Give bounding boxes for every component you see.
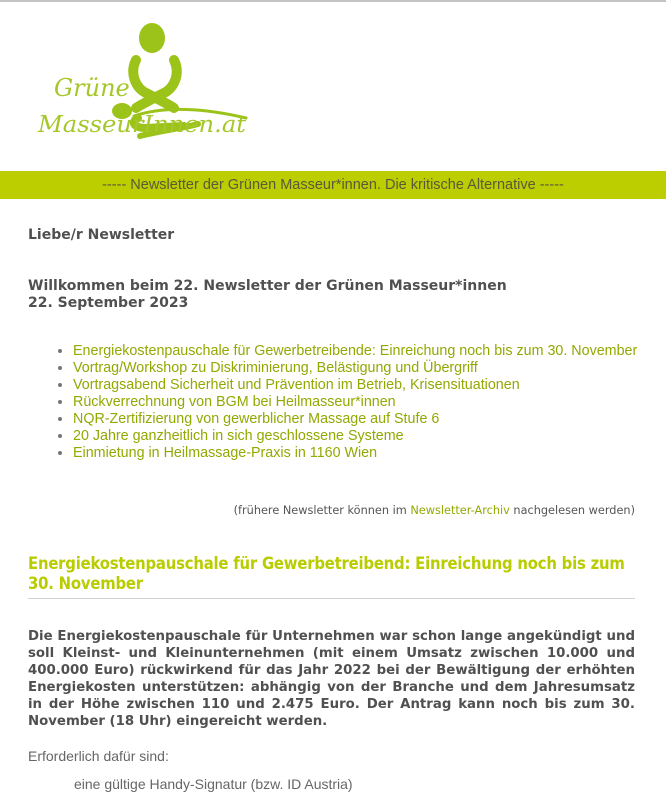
newsletter-banner [0,171,666,199]
svg-text:MasseurInnen.at: MasseurInnen.at [36,112,247,138]
welcome-heading [28,278,507,312]
toc-item [73,428,653,445]
article-title: Energiekostenpauschale für Gewerbetreibend: Einreichung noch bis zum 30. November [28,554,635,599]
toc-link-vortrag-workshop[interactable]: Vortrag/Workshop zu Diskriminierung, Belästigung und Übergriff [73,360,478,376]
banner-text: ----- Newsletter der Grünen Masseur*innen. Die kritische Alternative ----- [102,177,564,193]
site-logo[interactable] [34,20,254,142]
newsletter-date: 22. September 2023 [28,295,189,311]
toc-link-20-jahre[interactable]: 20 Jahre ganzheitlich in sich geschlossene Systeme [73,428,404,444]
welcome-title: Willkommen beim 22. Newsletter der Grünen Masseur*innen [28,278,507,294]
svg-text:Grüne: Grüne [54,74,130,102]
newsletter-archive-link[interactable]: Newsletter-Archiv [410,504,510,517]
masseur-logo-icon [34,20,254,142]
greeting: Liebe/r Newsletter [28,227,175,243]
toc-item [73,445,653,462]
table-of-contents [55,343,653,462]
toc-link-rueckverrechnung[interactable]: Rückverrechnung von BGM bei Heilmasseur*innen [73,394,396,410]
toc-link-vortragsabend[interactable]: Vortragsabend Sicherheit und Prävention im Betrieb, Krisensituationen [73,377,520,393]
required-item: eine gültige Handy-Signatur (bzw. ID Austria) [74,776,353,792]
toc-item [73,343,653,360]
archive-note-prefix: (frühere Newsletter können im [233,504,411,517]
archive-note-suffix: nachgelesen werden) [509,504,635,517]
toc-item [73,394,653,411]
top-divider [0,0,666,2]
required-list [74,776,353,792]
toc-item [73,360,653,377]
archive-note [234,504,635,517]
toc-item [73,377,653,394]
toc-link-einmietung[interactable]: Einmietung in Heilmassage-Praxis in 1160 Wien [73,445,378,461]
toc-link-energiekostenpauschale[interactable]: Energiekostenpauschale für Gewerbetreibende: Einreichung noch bis zum 30. November [73,343,638,359]
toc-link-nqr-zertifizierung[interactable]: NQR-Zertifizierung von gewerblicher Massage auf Stufe 6 [73,411,440,427]
required-intro: Erforderlich dafür sind: [28,748,169,764]
toc-item [73,411,653,428]
article-lead: Die Energiekostenpauschale für Unternehmen war schon lange angekündigt und soll Kleinst- und Kleinunternehmen (mit einem Umsatz zwischen 10.000 und 400.000 Euro) rückwirkend für das Jahr 2022 bei der Bewältigung der erhöhten Energiekosten unterstützen: abhängig von der Branche und dem Jahresumsatz in der Höhe zwischen 110 und 2.475 Euro. Der Antrag kann noch bis zum 30. November (18 Uhr) eingereicht werden. [28,629,635,729]
